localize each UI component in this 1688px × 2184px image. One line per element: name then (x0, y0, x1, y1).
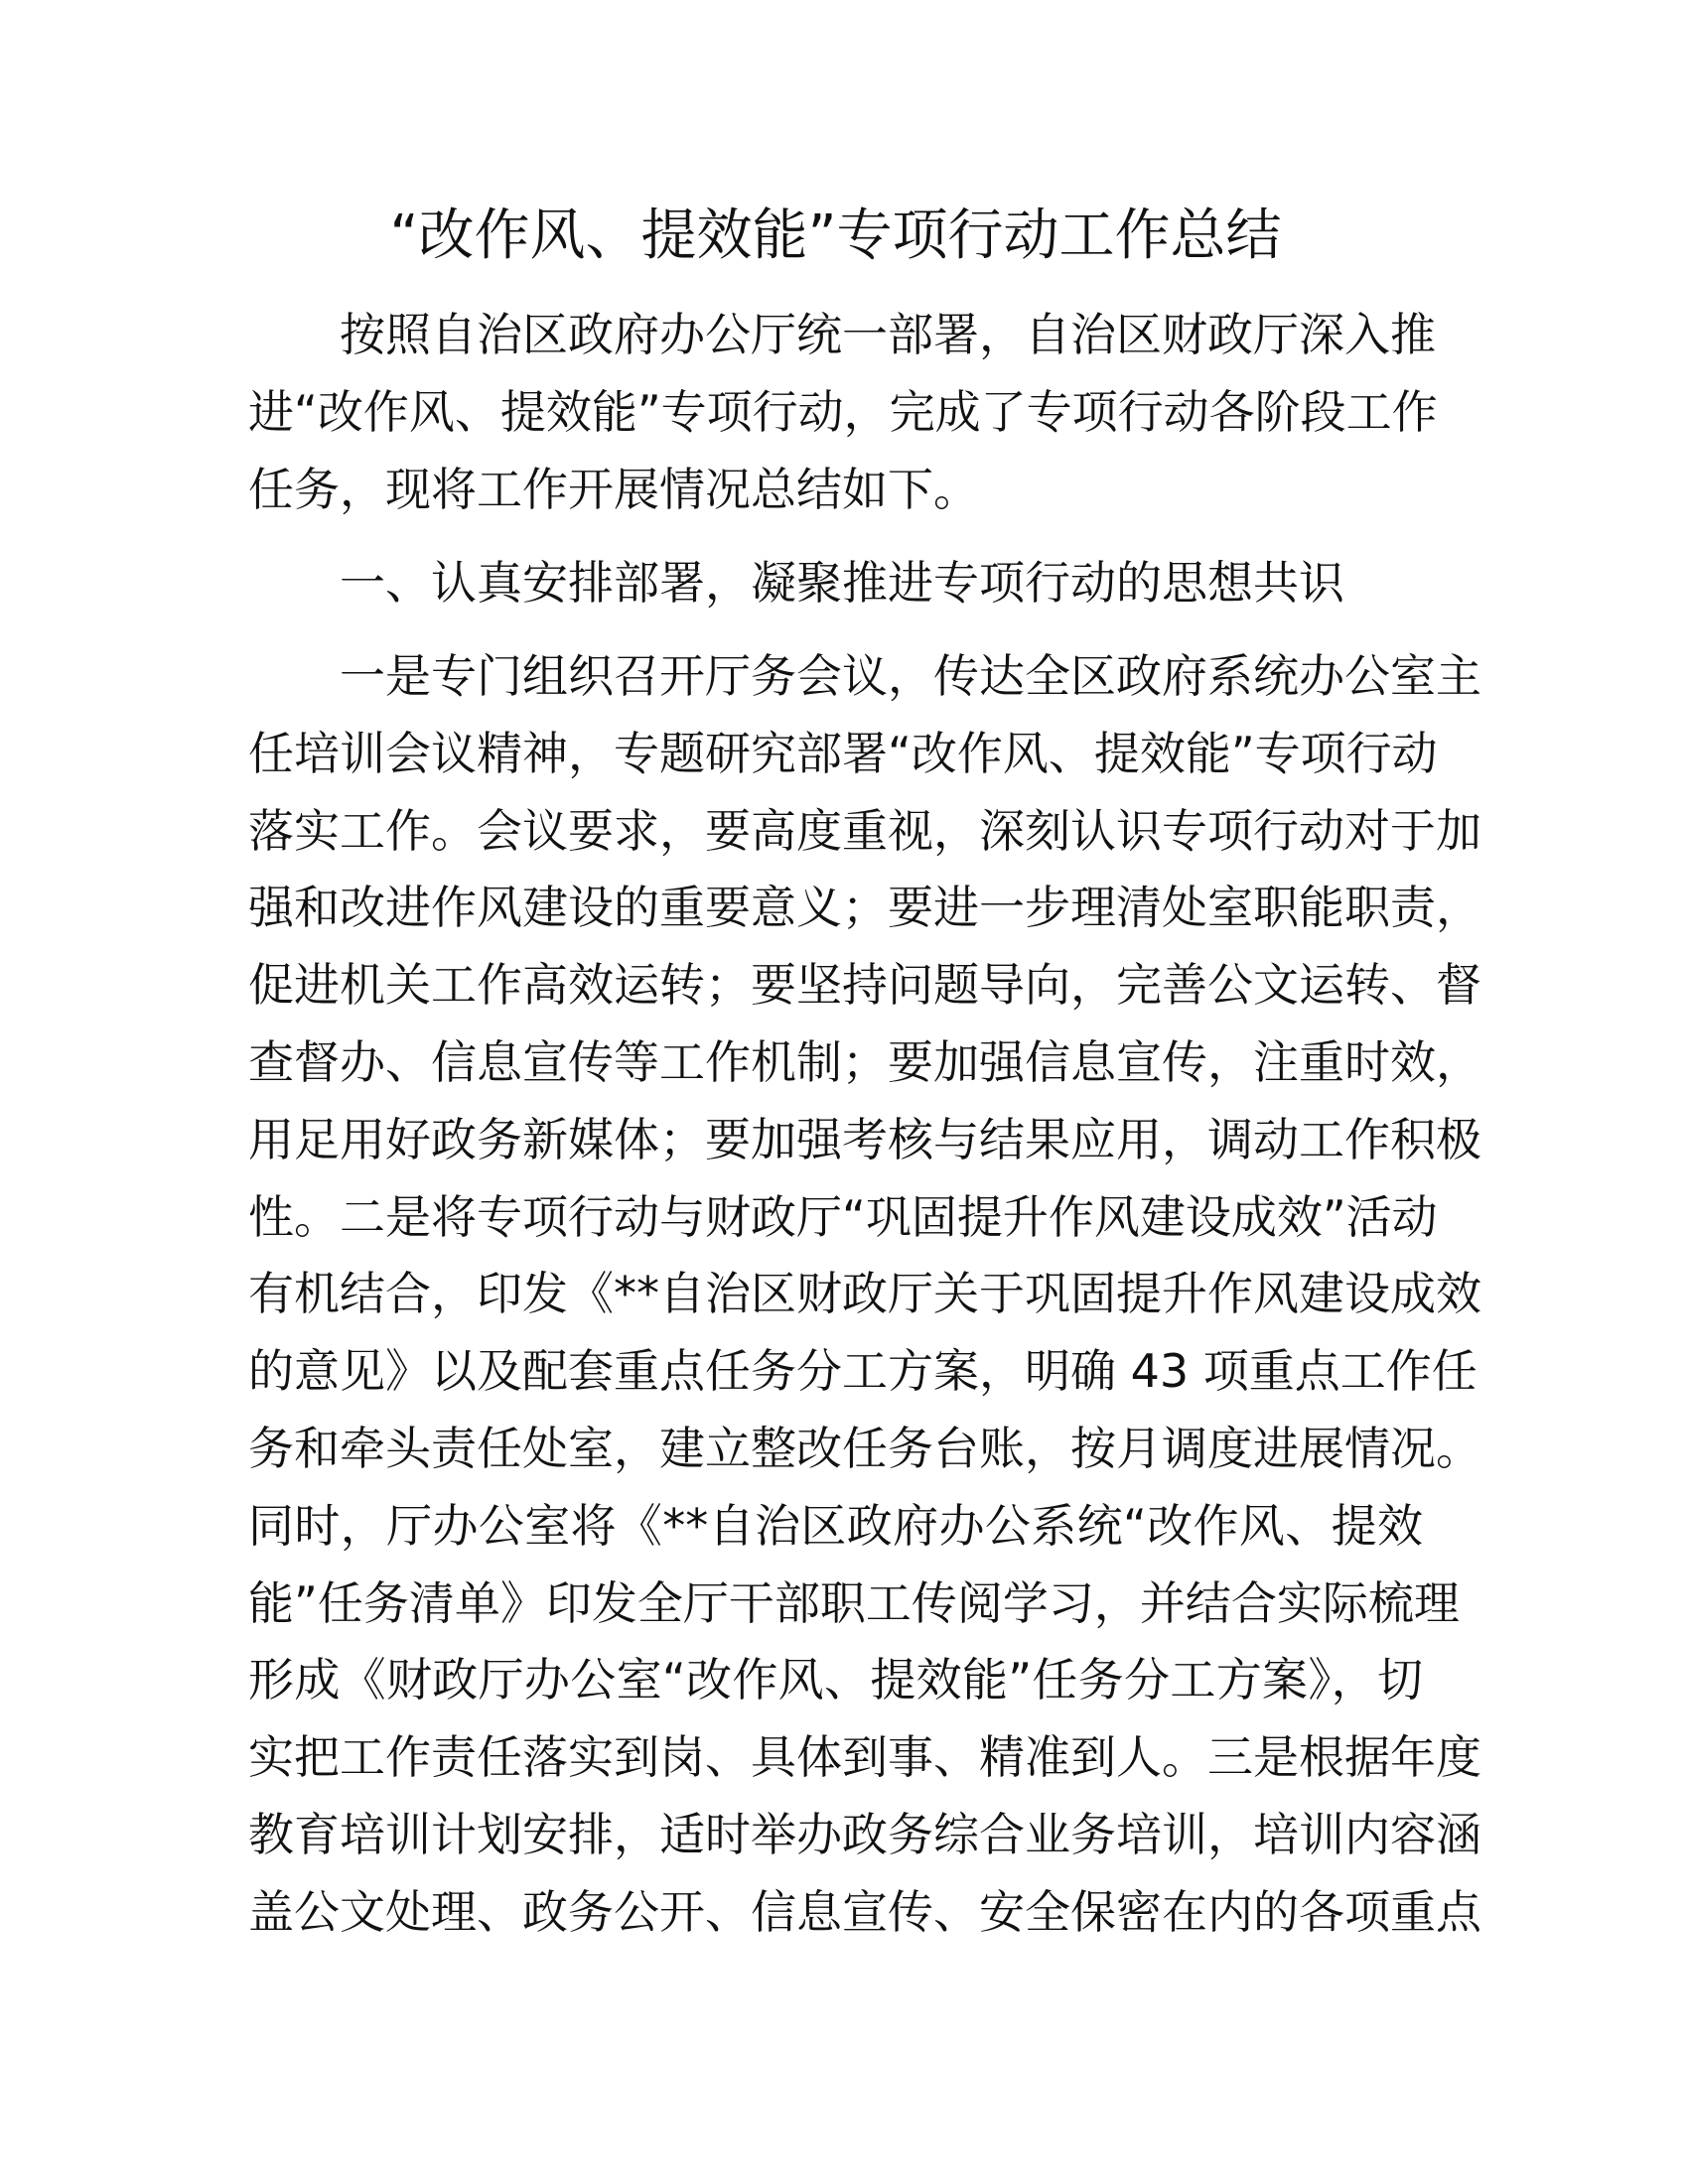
text-line: 用足用好政务新媒体；要加强考核与结果应用，调动工作积极 (248, 1112, 1481, 1166)
text-line: 促进机关工作高效运转；要坚持问题导向，完善公文运转、督 (248, 958, 1481, 1013)
text-line: 形成《财政厅办公室“改作风、提效能”任务分工方案》，切 (248, 1653, 1423, 1707)
text-line: 实把工作责任落实到岗、具体到事、精准到人。三是根据年度 (248, 1730, 1481, 1785)
text-line: 一是专门组织召开厅务会议，传达全区政府系统办公室主 (340, 649, 1481, 703)
text-line: 教育培训计划安排，适时举办政务综合业务培训，培训内容涵 (248, 1807, 1481, 1861)
text-line: 同时，厅办公室将《**自治区政府办公系统“改作风、提效 (248, 1498, 1423, 1553)
text-line: 能”任务清单》印发全厅干部职工传阅学习，并结合实际梳理 (248, 1575, 1460, 1630)
intro-paragraph (248, 297, 1438, 528)
document-title: “改作风、提效能”专项行动工作总结 (389, 204, 1282, 268)
text-line: 查督办、信息宣传等工作机制；要加强信息宣传，注重时效， (248, 1034, 1481, 1089)
text-line: 务和牵头责任处室，建立整改任务台账，按月调度进展情况。 (248, 1421, 1481, 1475)
section-heading-text: 一、认真安排部署，凝聚推进专项行动的思想共识 (340, 556, 1344, 610)
text-line: 进“改作风、提效能”专项行动，完成了专项行动各阶段工作 (248, 384, 1438, 439)
section-body-paragraph (248, 638, 1481, 1952)
text-line: 任务，现将工作开展情况总结如下。 (248, 462, 979, 516)
section-heading (248, 545, 1423, 622)
text-line: 性。二是将专项行动与财政厅“巩固提升作风建设成效”活动 (248, 1189, 1438, 1244)
text-line: 按照自治区政府办公厅统一部署，自治区财政厅深入推 (340, 308, 1436, 361)
text-line: 的意见》以及配套重点任务分工方案，明确 43 项重点工作任 (248, 1344, 1477, 1399)
text-line: 落实工作。会议要求，要高度重视，深刻认识专项行动对于加 (248, 803, 1481, 858)
text-line: 有机结合，印发《**自治区财政厅关于巩固提升作风建设成效 (248, 1267, 1481, 1321)
text-line: 强和改进作风建设的重要意义；要进一步理清处室职能职责， (248, 881, 1481, 935)
text-line: 盖公文处理、政务公开、信息宣传、安全保密在内的各项重点 (248, 1884, 1481, 1939)
text-line: 任培训会议精神，专题研究部署“改作风、提效能”专项行动 (248, 726, 1438, 780)
